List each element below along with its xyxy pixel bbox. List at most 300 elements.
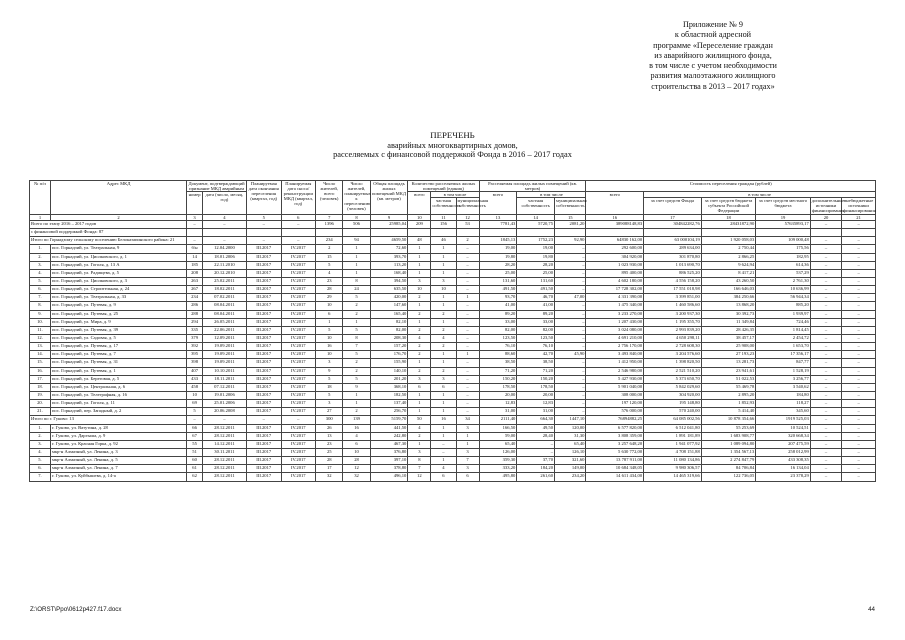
table-cell: 28 <box>316 286 343 294</box>
table-row <box>30 302 876 310</box>
table-cell: 7. <box>30 294 51 302</box>
table-cell: 1 <box>431 294 456 302</box>
table-cell: – <box>842 326 876 334</box>
table-cell: – <box>281 416 316 424</box>
table-cell: 5 630 772,00 <box>586 449 644 457</box>
table-cell: 23 941,61 <box>701 367 756 375</box>
header-doc-number: номер <box>187 192 203 214</box>
table-cell: 19.09.2011 <box>202 343 246 351</box>
table-cell: – <box>810 375 841 383</box>
table-cell: 178,50 <box>479 383 517 391</box>
table-cell: 234,20 <box>555 473 586 481</box>
table-cell: – <box>456 245 479 253</box>
table-cell: 5 <box>316 261 343 269</box>
table-cell: 1 891 181,89 <box>644 432 702 440</box>
table-cell: 41,00 <box>479 302 517 310</box>
table-cell: 321,60 <box>555 457 586 465</box>
table-cell: 3. <box>30 261 51 269</box>
table-cell: – <box>810 392 841 400</box>
table-cell: 2. <box>30 432 51 440</box>
table-cell: 433 308,35 <box>756 457 811 465</box>
header-residents: Число жителей, всего (человек) <box>316 181 343 215</box>
table-cell: 1 <box>431 269 456 277</box>
table-cell: – <box>842 245 876 253</box>
table-cell: – <box>842 269 876 277</box>
table-cell: – <box>456 269 479 277</box>
table-cell: – <box>555 245 586 253</box>
table-cell: 23 <box>316 440 343 448</box>
table-cell: – <box>555 343 586 351</box>
address-cell: пос. Горнадзий, пер. Западный, д. 2 <box>50 408 186 416</box>
table-cell: 28.12.2011 <box>202 457 246 465</box>
table-cell <box>431 229 456 237</box>
table-cell: IV.2017 <box>281 359 316 367</box>
table-cell: – <box>517 440 555 448</box>
table-cell: – <box>456 367 479 375</box>
table-cell: 308 000,00 <box>586 392 644 400</box>
table-cell: – <box>842 400 876 408</box>
table-cell: 118,27 <box>756 400 811 408</box>
column-number: 16 <box>586 214 644 221</box>
column-number: 1 <box>30 214 51 221</box>
table-cell: 398 <box>187 359 203 367</box>
table-row <box>30 375 876 383</box>
table-cell: – <box>842 473 876 481</box>
table-cell: – <box>810 351 841 359</box>
table-cell: 335 <box>187 326 203 334</box>
table-cell: 72,60 <box>370 245 408 253</box>
table-cell: III.2017 <box>246 302 281 310</box>
table-cell: III.2017 <box>246 245 281 253</box>
table-cell: 3 <box>408 449 431 457</box>
table-cell: 28431872,90 <box>701 221 756 229</box>
table-cell: 207 475,59 <box>756 440 811 448</box>
table-cell: 12.09.2011 <box>202 335 246 343</box>
table-cell: 3 493 840,00 <box>586 351 644 359</box>
table-cell: 1752,23 <box>517 237 555 245</box>
table-cell: – <box>555 400 586 408</box>
table-cell: IV.2017 <box>281 400 316 408</box>
table-cell: 2. <box>30 253 51 261</box>
table-cell <box>756 229 811 237</box>
table-cell: 1 <box>408 392 431 400</box>
table-cell: 5 842 029,60 <box>644 383 702 391</box>
table-cell <box>370 229 408 237</box>
table-cell: 2 454,72 <box>756 335 811 343</box>
table-cell: 10 878 354,66 <box>701 416 756 424</box>
table-cell: 10 <box>187 392 203 400</box>
table-cell: 4659,50 <box>370 237 408 245</box>
table-cell: 3 399 851,00 <box>644 294 702 302</box>
table-cell: 496,10 <box>370 473 408 481</box>
table-cell: 1 <box>343 245 370 253</box>
table-cell: 7 <box>456 457 479 465</box>
table-cell: 182,95 <box>756 253 811 261</box>
table-cell: III.2017 <box>246 367 281 375</box>
table-cell: 10. <box>30 318 51 326</box>
row-label: Итого по Горнадзому сельскому поселению Белоказапинского района: 21 <box>30 237 187 245</box>
table-cell: 1 460 586,60 <box>644 302 702 310</box>
table-cell: III.2017 <box>246 392 281 400</box>
address-cell: мкр-н Алмазный, ул. Ленина, д. 3 <box>50 449 186 457</box>
table-cell <box>246 229 281 237</box>
table-cell: 43 260,50 <box>701 278 756 286</box>
row-label: Всего по этапу 2016 – 2017 годов <box>30 221 187 229</box>
table-cell: 34 <box>456 416 479 424</box>
table-cell: 392 <box>187 343 203 351</box>
table-cell: – <box>842 375 876 383</box>
table-cell: 16 134,04 <box>756 465 811 473</box>
table-cell: 8. <box>30 302 51 310</box>
table-cell: 4 <box>431 465 456 473</box>
table-cell: 256,70 <box>370 408 408 416</box>
table-cell: 38,50 <box>479 359 517 367</box>
table-cell: – <box>842 294 876 302</box>
table-cell: 441,50 <box>370 424 408 432</box>
appendix-line: из аварийного жилищного фонда, <box>654 50 772 60</box>
table-cell: 08.04.2011 <box>202 302 246 310</box>
table-cell: 31,30 <box>555 432 586 440</box>
table-cell: 6 <box>456 473 479 481</box>
table-cell: 2 <box>408 326 431 334</box>
table-cell: 3 204 576,60 <box>644 351 702 359</box>
table-cell: 9. <box>30 310 51 318</box>
table-cell: 304842282,76 <box>644 221 702 229</box>
appendix-line: Приложение № 9 <box>683 20 743 29</box>
table-cell: 11 080 134,86 <box>644 457 702 465</box>
table-row <box>30 432 876 440</box>
header-doc: Документ, подтверждающий признание МКД аварийным <box>188 181 245 192</box>
table-cell: – <box>456 343 479 351</box>
table-cell: – <box>810 424 841 432</box>
table-cell: 458 <box>187 383 203 391</box>
footer-file-path: Z:\ORST\Ppo\0612p427.f17.docx <box>30 606 122 613</box>
table-cell: 26.05.2011 <box>202 318 246 326</box>
table-cell: – <box>842 351 876 359</box>
table-cell <box>408 229 431 237</box>
table-cell: 64 085 002,56 <box>644 416 702 424</box>
address-cell: пос. Горнадзий, ул. Путевая, д. 1 <box>50 367 186 375</box>
table-cell: 62 <box>187 473 203 481</box>
table-cell: 7. <box>30 473 51 481</box>
address-cell: мкр-н Алмазный, ул. Ленина, д. 7 <box>50 465 186 473</box>
table-cell: 209 <box>408 221 431 229</box>
address-cell: пос. Горнадзий, ул. Береговая, д. 5 <box>50 375 186 383</box>
table-cell: 25.02.2011 <box>202 278 246 286</box>
column-number: 8 <box>343 214 370 221</box>
table-cell: 288 <box>187 310 203 318</box>
address-cell: г. Гуково, ул. Ватутина, д. 28 <box>50 424 186 432</box>
table-cell: 25 <box>316 449 343 457</box>
table-cell: 5 427 930,00 <box>586 375 644 383</box>
table-cell: 51 <box>187 449 203 457</box>
table-cell: 1 528,19 <box>756 367 811 375</box>
table-cell: 1 <box>431 432 456 440</box>
table-subtotal-row <box>30 237 876 245</box>
table-cell: – <box>810 335 841 343</box>
table-cell: IV.2017 <box>281 440 316 448</box>
header-count-private: частная собственность <box>431 198 456 214</box>
appendix-line: строительства в 2013 – 2017 годах» <box>651 81 775 91</box>
table-cell: 123,50 <box>517 335 555 343</box>
table-cell: 13 <box>316 432 343 440</box>
table-row <box>30 253 876 261</box>
appendix-line: в том числе с учетом необходимости <box>649 61 777 71</box>
table-cell: 12 <box>408 473 431 481</box>
table-cell: IV.2017 <box>281 326 316 334</box>
table-cell: – <box>202 416 246 424</box>
table-cell: 2 <box>316 245 343 253</box>
table-cell: 16 <box>316 343 343 351</box>
table-cell: 2 728 608,30 <box>644 343 702 351</box>
table-cell: – <box>842 383 876 391</box>
table-cell: 4. <box>30 269 51 277</box>
table-cell: – <box>810 253 841 261</box>
table-cell: 82,00 <box>517 326 555 334</box>
table-cell: 178,50 <box>517 383 555 391</box>
table-cell: 76,10 <box>479 343 517 351</box>
table-cell: 12. <box>30 335 51 343</box>
table-cell: 48 <box>408 237 431 245</box>
table-cell: 1 207 430,00 <box>586 318 644 326</box>
address-cell: пос. Горнадзий, ул. Строительная, д. 24 <box>50 286 186 294</box>
table-cell: 147,60 <box>370 302 408 310</box>
table-cell: 6. <box>30 286 51 294</box>
table-cell: 20.12.2010 <box>202 269 246 277</box>
table-cell: 5 <box>343 294 370 302</box>
table-cell: – <box>810 318 841 326</box>
table-cell: 2 <box>408 310 431 318</box>
table-cell: IV.2017 <box>281 335 316 343</box>
table-cell: – <box>246 221 281 229</box>
table-cell: 10 <box>316 351 343 359</box>
table-cell: – <box>810 359 841 367</box>
table-cell: 10.10.2011 <box>202 367 246 375</box>
header-num: № п/п <box>30 181 51 215</box>
table-cell: III.2017 <box>246 343 281 351</box>
table-cell: 2 274 847,79 <box>701 457 756 465</box>
table-cell: 17. <box>30 375 51 383</box>
table-cell: 3 808 359,00 <box>586 432 644 440</box>
table-cell: – <box>810 408 841 416</box>
table-cell: 3 <box>456 449 479 457</box>
header-cost-fund: за счет средств Фонда <box>644 198 702 214</box>
table-cell: 2 895,20 <box>701 392 756 400</box>
address-cell: пос. Горнадзий, ул. Гоголя, д. 13 А <box>50 261 186 269</box>
table-cell: – <box>456 278 479 286</box>
table-cell: – <box>842 302 876 310</box>
table-cell: 19.09.2011 <box>202 359 246 367</box>
table-cell: 11 349,84 <box>701 318 756 326</box>
table-cell: – <box>842 318 876 326</box>
table-cell: 3. <box>30 440 51 448</box>
table-cell: – <box>842 457 876 465</box>
table-cell: 123,50 <box>479 335 517 343</box>
table-cell: 10 <box>408 286 431 294</box>
table-cell: 1 <box>431 408 456 416</box>
table-cell: 886 525,20 <box>644 269 702 277</box>
table-cell: 10 <box>316 302 343 310</box>
table-cell: 397,10 <box>370 457 408 465</box>
table-cell: 1919 525,03 <box>756 416 811 424</box>
table-cell: 4. <box>30 449 51 457</box>
table-cell: 157,20 <box>370 343 408 351</box>
document-title <box>0 131 905 160</box>
table-cell: 23 378,29 <box>756 473 811 481</box>
table-cell: 4 <box>408 424 431 432</box>
table-cell: – <box>810 326 841 334</box>
table-cell: – <box>246 416 281 424</box>
table-cell: – <box>187 221 203 229</box>
table-cell: 9 <box>316 367 343 375</box>
table-cell: – <box>555 310 586 318</box>
table-cell: 184,80 <box>756 392 811 400</box>
table-cell: IV.2017 <box>281 294 316 302</box>
table-cell: – <box>555 278 586 286</box>
table-cell: – <box>842 416 876 424</box>
table-cell: 3 200 937,30 <box>644 310 702 318</box>
table-cell: 1 <box>408 269 431 277</box>
table-cell: 8 <box>408 457 431 465</box>
table-cell: 33,00 <box>517 318 555 326</box>
table-cell: 1 <box>343 269 370 277</box>
table-cell: 1 <box>343 318 370 326</box>
table-cell: 1 <box>431 400 456 408</box>
table-cell: 89,20 <box>517 310 555 318</box>
column-number: 14 <box>517 214 555 221</box>
table-cell: 126,10 <box>555 449 586 457</box>
address-cell: пос. Горнадзий, ул. Гоголя, д. 11 <box>50 400 186 408</box>
table-cell: 4 691 210,00 <box>586 335 644 343</box>
table-cell: 1 683 908,77 <box>701 432 756 440</box>
table-cell: – <box>842 237 876 245</box>
column-number: 4 <box>202 214 246 221</box>
table-cell: 379 <box>187 335 203 343</box>
table-cell: 46 <box>431 237 456 245</box>
table-cell: 2 <box>343 408 370 416</box>
table-cell: 4 602 180,00 <box>586 278 644 286</box>
table-cell: 1 <box>408 302 431 310</box>
table-cell: 13. <box>30 343 51 351</box>
table-cell: 3 257 648,20 <box>586 440 644 448</box>
table-cell: 2111,40 <box>479 416 517 424</box>
address-cell: г. Гуково, ул. Куйбышева, д. 14-а <box>50 473 186 481</box>
table-cell: 42,70 <box>517 351 555 359</box>
table-cell: 1 <box>343 261 370 269</box>
table-row <box>30 449 876 457</box>
table-cell: 63 000104,19 <box>644 237 702 245</box>
table-cell: 155,90 <box>370 359 408 367</box>
address-cell: пос. Горнадзий, ул. Театральная, д. 33 <box>50 294 186 302</box>
table-cell: – <box>842 221 876 229</box>
table-cell: 5 <box>316 375 343 383</box>
table-cell: 1 <box>456 440 479 448</box>
houses-table-wrapper <box>29 180 876 482</box>
table-cell: – <box>555 408 586 416</box>
table-cell: 393,70 <box>370 253 408 261</box>
table-cell: IV.2017 <box>281 286 316 294</box>
table-cell: 2 <box>408 343 431 351</box>
table-cell: 495,80 <box>479 473 517 481</box>
table-cell: 14 465 319,66 <box>644 473 702 481</box>
table-cell: 320 668,34 <box>756 432 811 440</box>
table-cell: 18.02.2011 <box>202 286 246 294</box>
table-cell: – <box>456 392 479 400</box>
table-cell: 9 624,94 <box>701 261 756 269</box>
table-cell: 17 551 018,98 <box>644 286 702 294</box>
table-cell: 2081,20 <box>555 221 586 229</box>
table-cell: 3 <box>456 465 479 473</box>
table-cell: 4 556 158,20 <box>644 278 702 286</box>
table-cell: 22.06.2011 <box>202 326 246 334</box>
table-cell: 17 356,17 <box>756 351 811 359</box>
table-cell: 1 <box>431 302 456 310</box>
table-cell: IV.2017 <box>281 253 316 261</box>
table-cell: – <box>456 400 479 408</box>
table-row <box>30 343 876 351</box>
table-cell: 1. <box>30 424 51 432</box>
table-cell: 5 373 650,70 <box>644 375 702 383</box>
table-cell: 19,00 <box>479 245 517 253</box>
table-body <box>30 214 876 481</box>
table-cell: 22.11.2010 <box>202 261 246 269</box>
table-cell: 82,00 <box>479 326 517 334</box>
address-cell: г. Гуково, ул. Даргыша, д. 9 <box>50 432 186 440</box>
table-cell: 93,70 <box>479 294 517 302</box>
table-row <box>30 424 876 432</box>
table-cell: 368,10 <box>370 383 408 391</box>
table-cell: – <box>456 335 479 343</box>
table-cell: 16 <box>431 416 456 424</box>
table-cell: 197 120,00 <box>586 400 644 408</box>
table-cell: 304 920,00 <box>586 253 644 261</box>
address-cell: пос. Горнадзий, ул. Путевая, д. 7 <box>50 351 186 359</box>
table-cell: 5. <box>30 278 51 286</box>
table-cell: – <box>281 237 316 245</box>
table-cell: III.2017 <box>246 310 281 318</box>
header-planned-demolish: Планируемая дата сноса/реконструкции МКД (квартал, год) <box>281 181 316 215</box>
table-cell: – <box>456 318 479 326</box>
header-area: Общая площадь жилых помещений МКД (кв. метров) <box>370 181 408 215</box>
table-cell: 12 <box>343 465 370 473</box>
table-cell: – <box>456 326 479 334</box>
table-cell: 5 414,40 <box>701 408 756 416</box>
table-cell: IV.2017 <box>281 245 316 253</box>
table-subtotal-row <box>30 229 876 237</box>
table-cell: 49,50 <box>517 424 555 432</box>
table-cell: 261,60 <box>517 473 555 481</box>
table-cell: – <box>187 416 203 424</box>
table-cell: – <box>810 237 841 245</box>
table-cell: IV.2017 <box>281 351 316 359</box>
table-cell: 15. <box>30 359 51 367</box>
table-cell: 28 <box>316 457 343 465</box>
table-cell: 5 901 040,00 <box>586 383 644 391</box>
table-cell: IV.2017 <box>281 432 316 440</box>
table-cell: 1 <box>343 392 370 400</box>
table-cell: 149,00 <box>555 465 586 473</box>
table-cell: 1 814,45 <box>756 326 811 334</box>
table-cell: – <box>456 286 479 294</box>
table-cell: 664,30 <box>517 416 555 424</box>
table-cell: 28.12.2011 <box>202 432 246 440</box>
table-cell: 18.11.2011 <box>202 375 246 383</box>
column-number: 6 <box>281 214 316 221</box>
table-cell: 82,10 <box>370 318 408 326</box>
table-cell: III.2017 <box>246 261 281 269</box>
table-cell: – <box>810 457 841 465</box>
table-cell: 258 012,99 <box>756 449 811 457</box>
